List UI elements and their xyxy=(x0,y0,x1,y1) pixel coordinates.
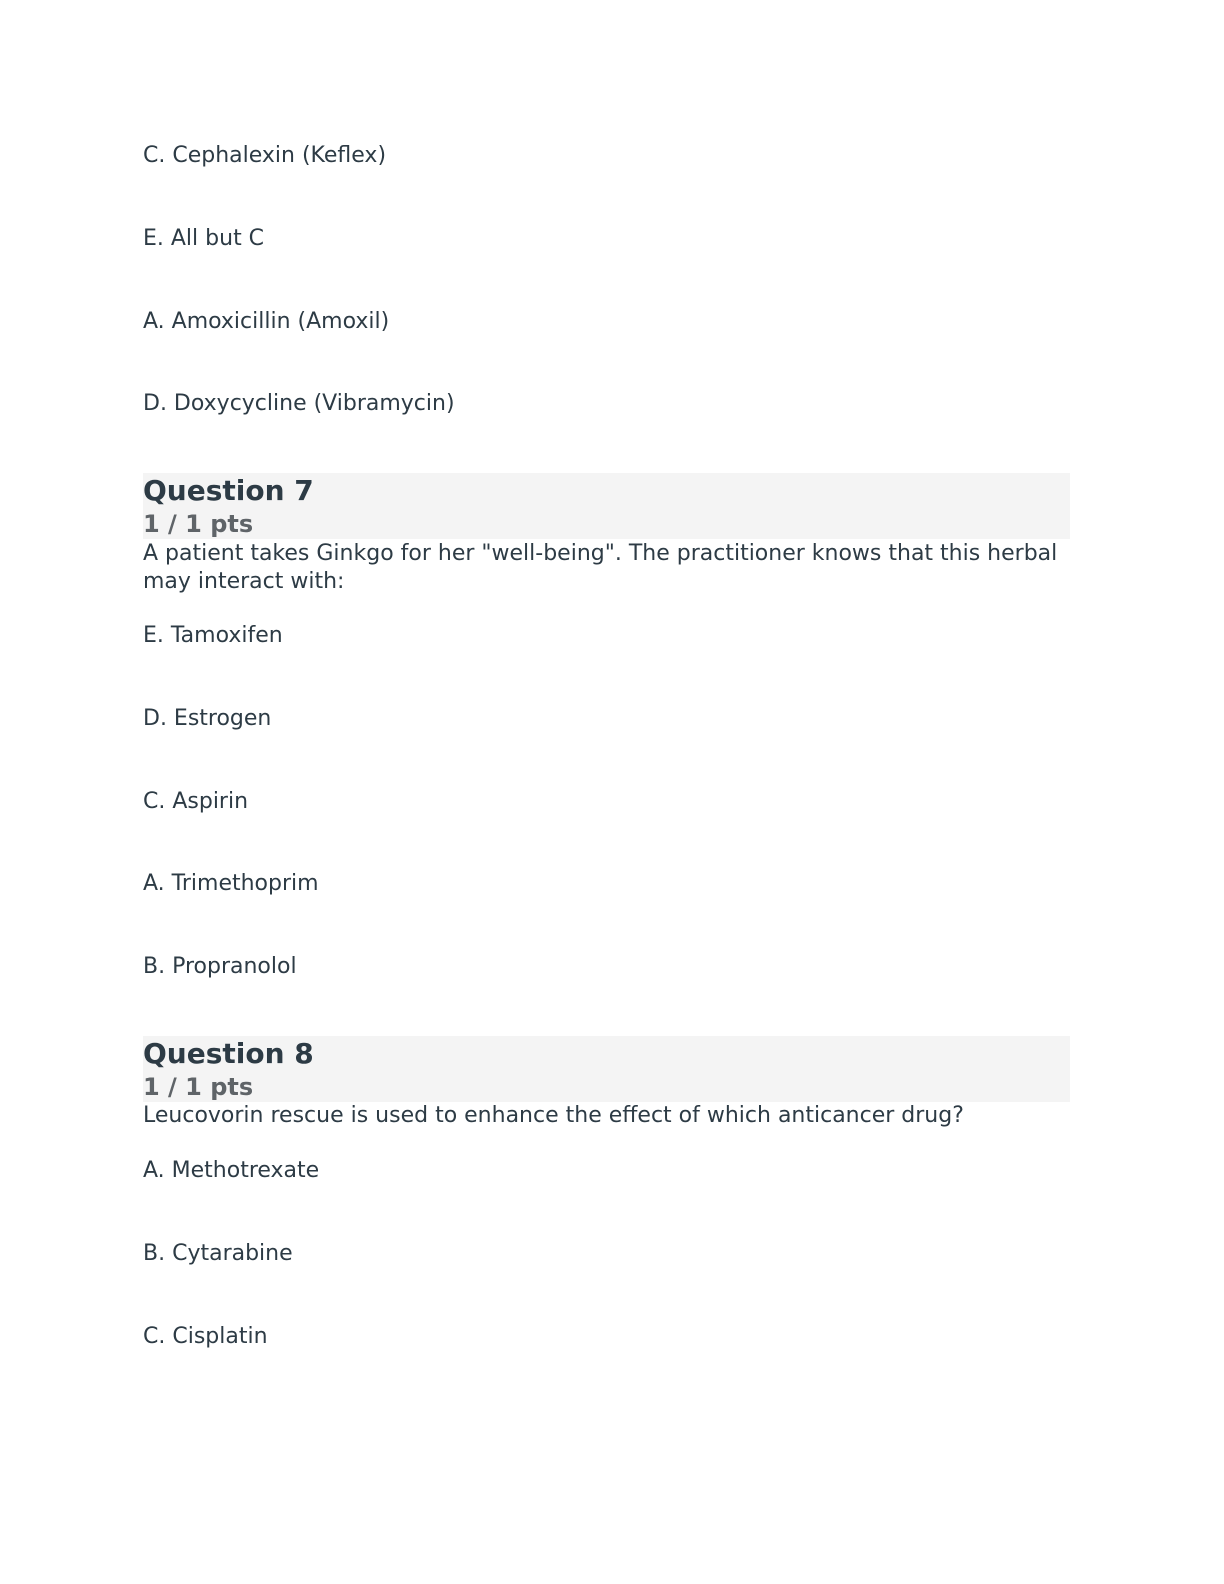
answer-option: A. Trimethoprim xyxy=(143,871,319,896)
question-7-header xyxy=(143,473,1070,539)
answer-option: D. Estrogen xyxy=(143,706,272,731)
answer-option: C. Cephalexin (Keflex) xyxy=(143,143,387,168)
answer-option: A. Amoxicillin (Amoxil) xyxy=(143,309,390,334)
question-text: A patient takes Ginkgo for her "well-being". The practitioner knows that this herbal may interact with: xyxy=(143,541,1058,594)
question-8-header xyxy=(143,1036,1070,1102)
answer-option: D. Doxycycline (Vibramycin) xyxy=(143,391,455,416)
answer-option: A. Methotrexate xyxy=(143,1158,320,1183)
answer-option: C. Cisplatin xyxy=(143,1324,268,1349)
answer-option: E. All but C xyxy=(143,226,265,251)
answer-option: B. Propranolol xyxy=(143,954,297,979)
answer-option: B. Cytarabine xyxy=(143,1241,293,1266)
question-points: 1 / 1 pts xyxy=(143,510,254,538)
question-text: Leucovorin rescue is used to enhance the effect of which anticancer drug? xyxy=(143,1103,964,1128)
question-title: Question 7 xyxy=(143,474,314,507)
question-points: 1 / 1 pts xyxy=(143,1073,254,1101)
answer-option: E. Tamoxifen xyxy=(143,623,283,648)
answer-option: C. Aspirin xyxy=(143,789,249,814)
question-title: Question 8 xyxy=(143,1037,314,1070)
